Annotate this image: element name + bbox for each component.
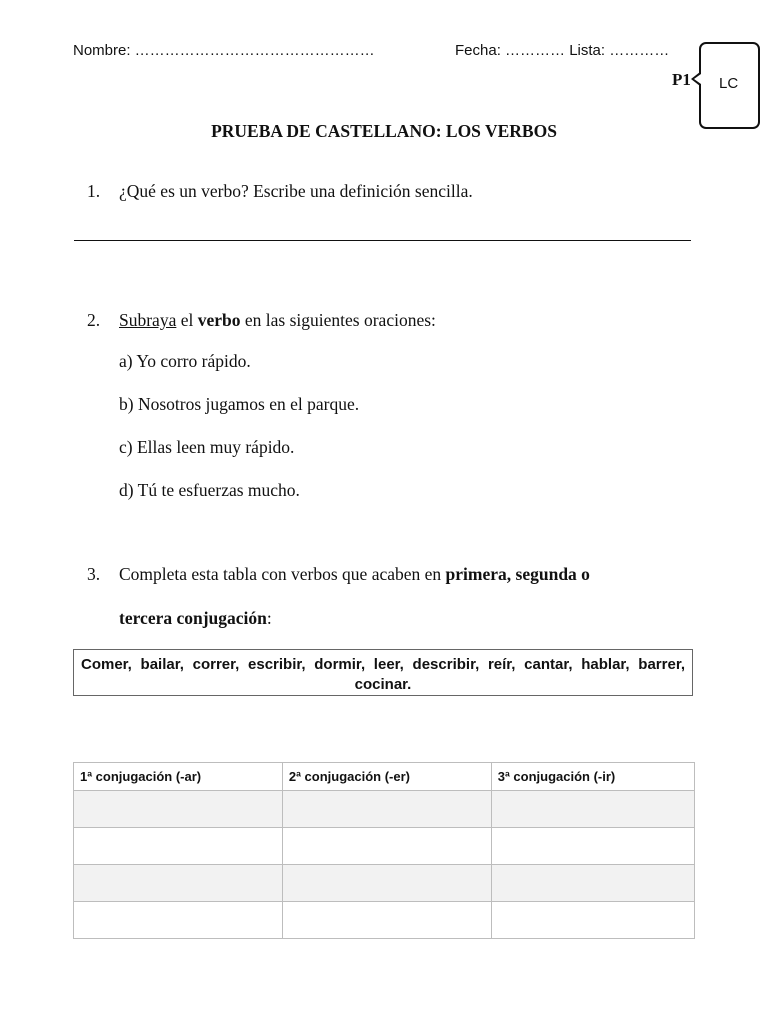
answer-cell[interactable] bbox=[74, 791, 283, 828]
bold-phrase: tercera conjugación bbox=[119, 608, 267, 628]
underlined-word: Subraya bbox=[119, 310, 177, 330]
answer-cell[interactable] bbox=[282, 865, 491, 902]
name-field-label[interactable]: Nombre: ………………………………………… bbox=[73, 42, 375, 59]
sentence-item[interactable]: a) Yo corro rápido. bbox=[119, 351, 251, 371]
question-number: 3. bbox=[87, 564, 101, 584]
answer-cell[interactable] bbox=[74, 828, 283, 865]
answer-cell[interactable] bbox=[282, 828, 491, 865]
date-list-field-label[interactable]: Fecha: ………… Lista: ………… bbox=[455, 42, 670, 59]
answer-cell[interactable] bbox=[491, 902, 694, 939]
lc-speech-bubble bbox=[699, 42, 760, 129]
student-info-header bbox=[73, 42, 670, 59]
bold-word: verbo bbox=[197, 310, 241, 330]
table-row bbox=[74, 902, 695, 939]
word-bank-text: Comer, bailar, correr, escribir, dormir, leer, describir, reír, cantar, hablar, barrer, cocinar. bbox=[81, 656, 685, 693]
question-text bbox=[119, 310, 436, 331]
page-title: PRUEBA DE CASTELLANO: LOS VERBOS bbox=[211, 121, 557, 141]
column-header-first-conjugation: 1ª conjugación (-ar) bbox=[74, 763, 283, 791]
column-header-second-conjugation: 2ª conjugación (-er) bbox=[282, 763, 491, 791]
question-3-continued bbox=[119, 608, 272, 629]
word-bank-box bbox=[73, 649, 693, 696]
column-header-third-conjugation: 3ª conjugación (-ir) bbox=[491, 763, 694, 791]
question-text-part: en las siguientes oraciones: bbox=[240, 310, 436, 330]
question-number: 2. bbox=[87, 310, 101, 330]
bold-phrase: primera, segunda o bbox=[445, 564, 590, 584]
conjugation-table bbox=[73, 762, 695, 939]
answer-line[interactable] bbox=[74, 240, 691, 241]
question-text bbox=[119, 564, 590, 585]
speech-bubble-tail-fill bbox=[694, 74, 701, 84]
table-row bbox=[74, 828, 695, 865]
sentence-item[interactable]: d) Tú te esfuerzas mucho. bbox=[119, 480, 300, 500]
answer-cell[interactable] bbox=[74, 865, 283, 902]
answer-cell[interactable] bbox=[74, 902, 283, 939]
page-code: P1 bbox=[672, 70, 691, 89]
answer-cell[interactable] bbox=[282, 791, 491, 828]
lc-label: LC bbox=[719, 75, 739, 92]
answer-cell[interactable] bbox=[491, 828, 694, 865]
table-row bbox=[74, 791, 695, 828]
question-text-part: el bbox=[176, 310, 198, 330]
table-row bbox=[74, 865, 695, 902]
sentence-item[interactable]: b) Nosotros jugamos en el parque. bbox=[119, 394, 360, 414]
question-text: ¿Qué es un verbo? Escribe una definición sencilla. bbox=[119, 181, 473, 201]
table-header-row bbox=[74, 763, 695, 791]
answer-cell[interactable] bbox=[491, 865, 694, 902]
question-text-part: Completa esta tabla con verbos que acaben en bbox=[119, 564, 446, 584]
answer-cell[interactable] bbox=[491, 791, 694, 828]
question-number: 1. bbox=[87, 181, 101, 201]
answer-cell[interactable] bbox=[282, 902, 491, 939]
sentence-item[interactable]: c) Ellas leen muy rápido. bbox=[119, 437, 295, 457]
question-text-part: : bbox=[266, 608, 272, 628]
